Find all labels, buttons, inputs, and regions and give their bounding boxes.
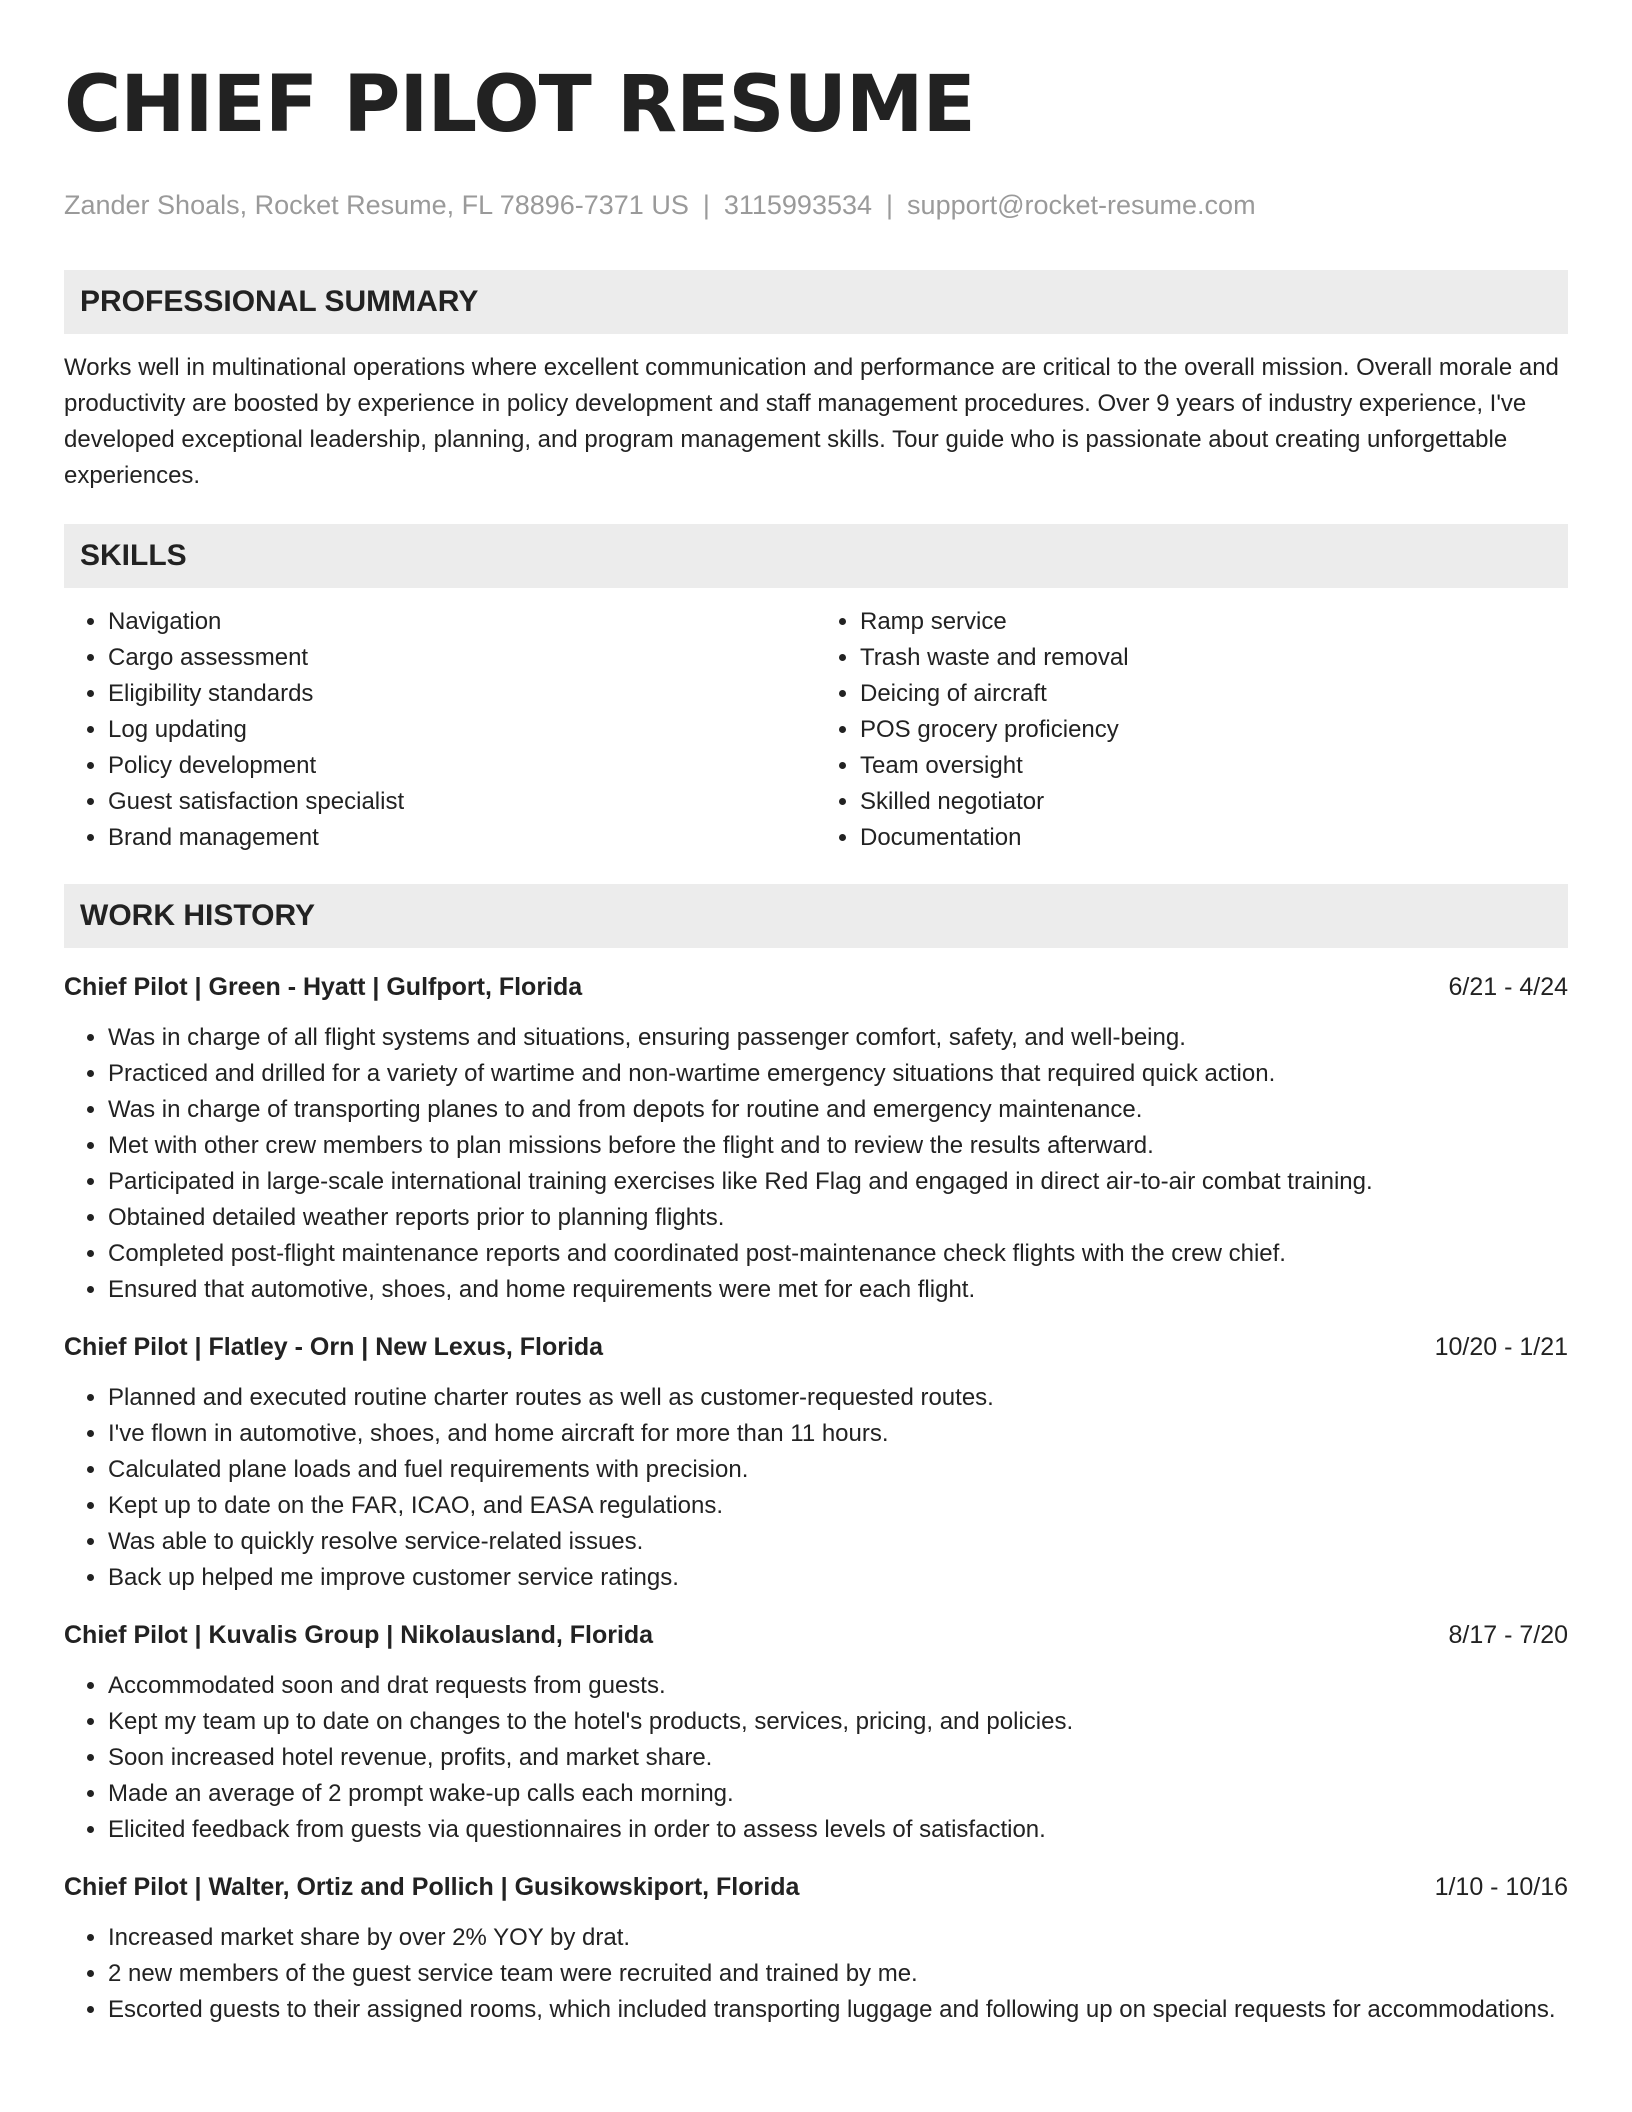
summary-text: Works well in multinational operations where excellent communication and performance are critical to the overall mission. Overall morale and productivity are boosted by experience in policy development and staff management procedures. Over 9 years of industry experience, I've developed exceptional leadership, planning, and program management skills. Tour guide who is passionate about creating unforgettable experiences. [64,354,1559,489]
job-header [64,968,1568,1006]
job-bullet: • Made an average of 2 prompt wake-up calls each morning. [108,1776,1568,1812]
job-bullet: • Accommodated soon and drat requests from guests. [108,1668,1568,1704]
job-dates: 8/17 - 7/20 [1448,1620,1568,1649]
job-header [64,1868,1568,1906]
skill-item: • Skilled negotiator [860,784,1568,820]
work-history-heading: WORK HISTORY [64,884,1568,948]
skill-item: • Log updating [108,712,816,748]
skill-item: • Trash waste and removal [860,640,1568,676]
skill-item: • Brand management [108,820,816,856]
job-bullet: • Practiced and drilled for a variety of wartime and non-wartime emergency situations that required quick action. [108,1056,1568,1092]
skills-list [64,604,1568,856]
job-bullet: • Completed post-flight maintenance reports and coordinated post-maintenance check flights with the crew chief. [108,1236,1568,1272]
work-history-list [64,968,1568,2028]
job-entry [64,1868,1568,2028]
job-bullet: • Was in charge of transporting planes to and from depots for routine and emergency maintenance. [108,1092,1568,1128]
job-bullet: • Met with other crew members to plan missions before the flight and to review the results afterward. [108,1128,1568,1164]
contact-phone: 3115993534 [723,190,873,220]
job-bullet: • Calculated plane loads and fuel requirements with precision. [108,1452,1568,1488]
skill-item: • Navigation [108,604,816,640]
job-bullets [64,1920,1568,2028]
job-bullets [64,1668,1568,1848]
job-entry [64,968,1568,1308]
skill-item: • Guest satisfaction specialist [108,784,816,820]
job-bullets [64,1380,1568,1596]
job-entry [64,1616,1568,1848]
skills-column-right [816,604,1568,856]
job-bullet: • Obtained detailed weather reports prior to planning flights. [108,1200,1568,1236]
job-dates: 6/21 - 4/24 [1448,972,1568,1001]
skill-item: • Cargo assessment [108,640,816,676]
skills-heading: SKILLS [64,524,1568,588]
job-header [64,1328,1568,1366]
skill-item: • Ramp service [860,604,1568,640]
job-title: Chief Pilot | Flatley - Orn | New Lexus, Florida [64,1332,604,1361]
skill-item: • Team oversight [860,748,1568,784]
job-bullet: • Back up helped me improve customer service ratings. [108,1560,1568,1596]
job-header [64,1616,1568,1654]
job-bullet: • Was able to quickly resolve service-related issues. [108,1524,1568,1560]
job-bullet: • Kept my team up to date on changes to the hotel's products, services, pricing, and policies. [108,1704,1568,1740]
contact-email: support@rocket-resume.com [907,190,1256,220]
job-title: Chief Pilot | Kuvalis Group | Nikolausland, Florida [64,1620,654,1649]
job-bullet: • Elicited feedback from guests via questionnaires in order to assess levels of satisfaction. [108,1812,1568,1848]
contact-line [64,190,1568,230]
job-bullet: • Planned and executed routine charter routes as well as customer-requested routes. [108,1380,1568,1416]
job-bullet: • I've flown in automotive, shoes, and home aircraft for more than 11 hours. [108,1416,1568,1452]
summary-heading: PROFESSIONAL SUMMARY [64,270,1568,334]
job-bullet: • Increased market share by over 2% YOY by drat. [108,1920,1568,1956]
job-bullet: • 2 new members of the guest service team were recruited and trained by me. [108,1956,1568,1992]
job-bullet: • Was in charge of all flight systems and situations, ensuring passenger comfort, safety, and well-being. [108,1020,1568,1056]
job-bullets [64,1020,1568,1308]
job-title: Chief Pilot | Walter, Ortiz and Pollich | Gusikowskiport, Florida [64,1872,800,1901]
skill-item: • POS grocery proficiency [860,712,1568,748]
skill-item: • Eligibility standards [108,676,816,712]
skill-item: • Deicing of aircraft [860,676,1568,712]
skills-column-left [64,604,816,856]
job-bullet: • Participated in large-scale international training exercises like Red Flag and engaged in direct air-to-air combat training. [108,1164,1568,1200]
contact-separator: | [702,190,710,220]
job-dates: 1/10 - 10/16 [1434,1872,1568,1901]
job-entry [64,1328,1568,1596]
job-title: Chief Pilot | Green - Hyatt | Gulfport, Florida [64,972,583,1001]
contact-separator: | [886,190,894,220]
job-bullet: • Escorted guests to their assigned rooms, which included transporting luggage and following up on special requests for accommodations. [108,1992,1568,2028]
job-bullet: • Soon increased hotel revenue, profits, and market share. [108,1740,1568,1776]
contact-address: Zander Shoals, Rocket Resume, FL 78896-7371 US [64,190,689,220]
job-bullet: • Ensured that automotive, shoes, and home requirements were met for each flight. [108,1272,1568,1308]
skill-item: • Documentation [860,820,1568,856]
resume-title: CHIEF PILOT RESUME [64,60,975,150]
job-bullet: • Kept up to date on the FAR, ICAO, and EASA regulations. [108,1488,1568,1524]
job-dates: 10/20 - 1/21 [1434,1332,1568,1361]
skill-item: • Policy development [108,748,816,784]
